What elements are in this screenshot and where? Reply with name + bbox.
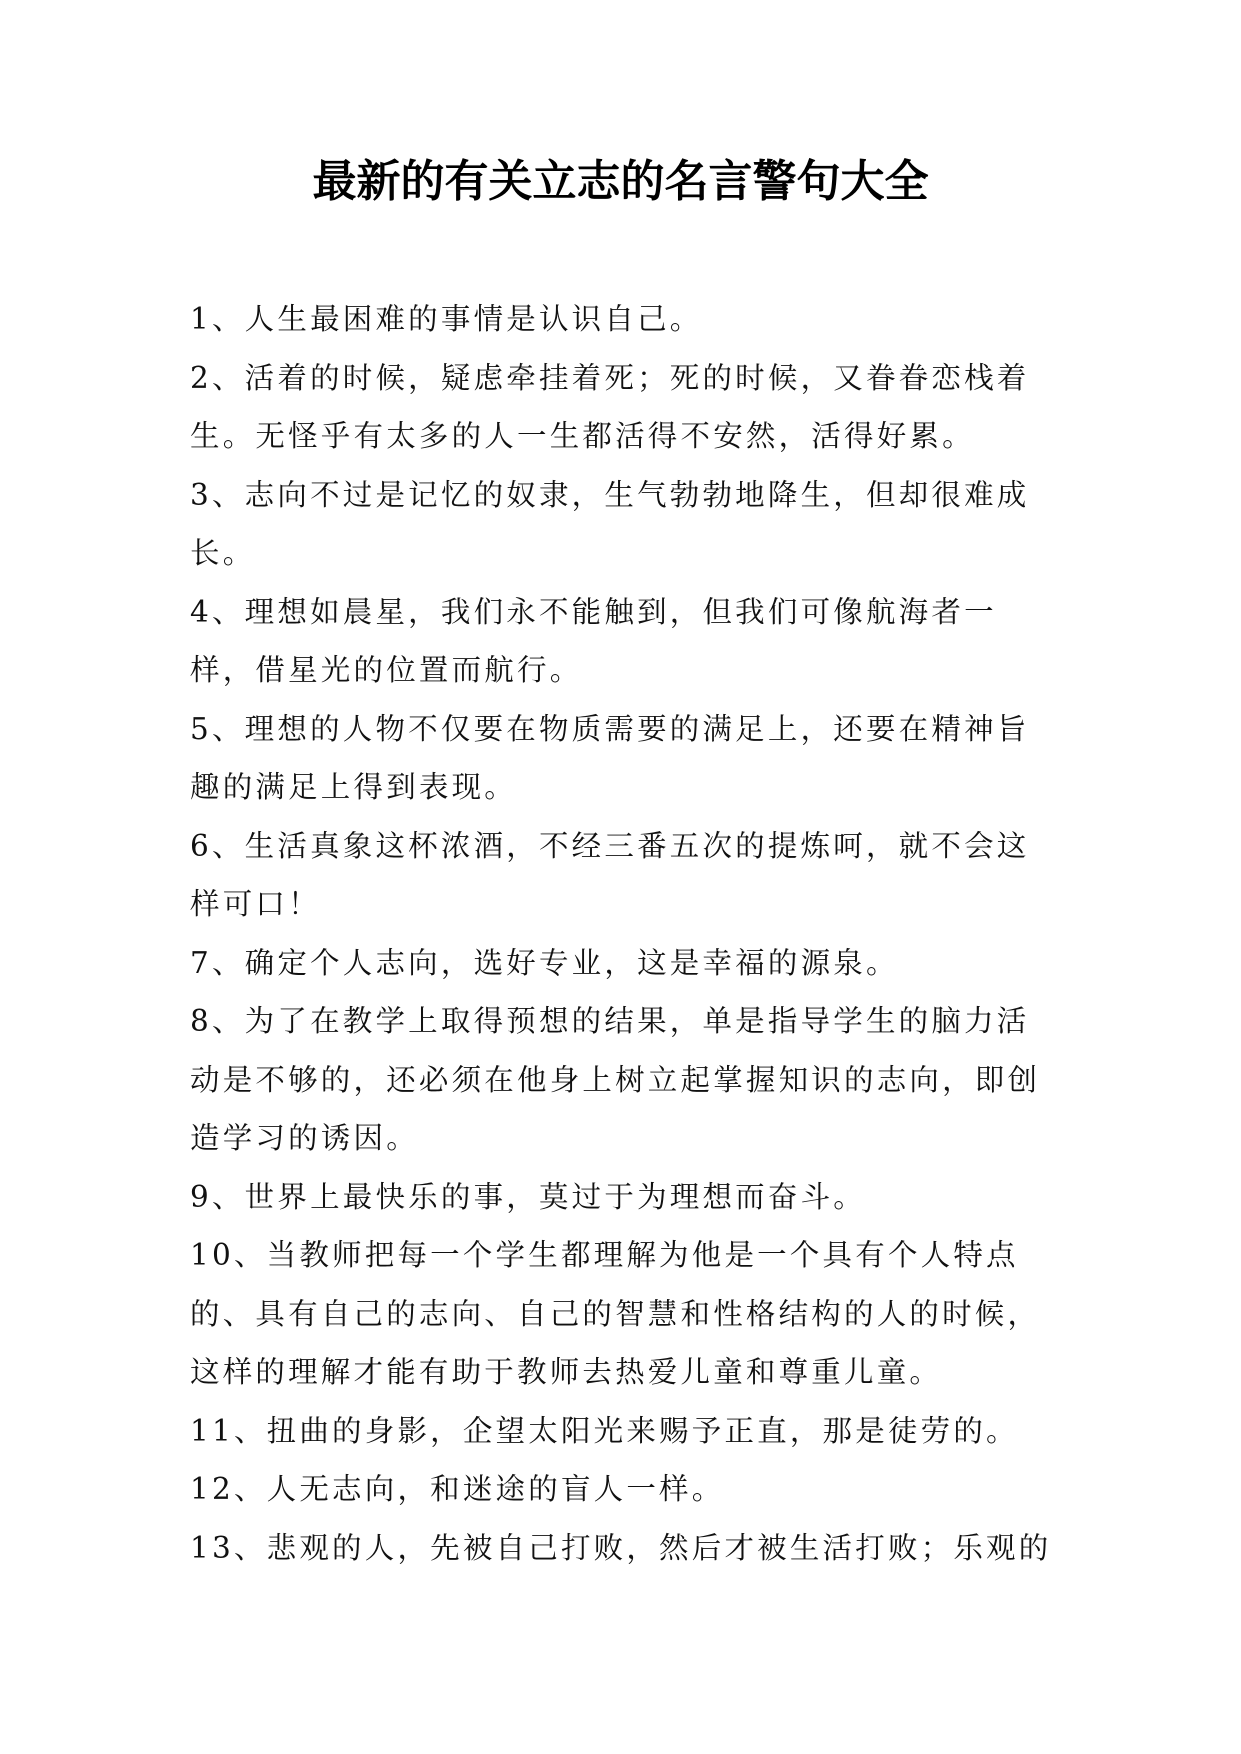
quote-paragraph-2: 2、活着的时候，疑虑牵挂着死；死的时候，又眷眷恋栈着生。无怪乎有太多的人一生都活得不安然，活得好累。	[190, 360, 1030, 453]
document-title: 最新的有关立志的名言警句大全	[312, 156, 929, 207]
quote-paragraph-1: 1、人生最困难的事情是认识自己。	[190, 302, 703, 336]
quote-paragraph-4: 4、理想如晨星，我们永不能触到，但我们可像航海者一样，借星光的位置而航行。	[190, 594, 997, 687]
quote-paragraph-5: 5、理想的人物不仅要在物质需要的满足上，还要在精神旨趣的满足上得到表现。	[190, 711, 1030, 804]
quote-paragraph-10: 10、当教师把每一个学生都理解为他是一个具有个人特点的、具有自己的志向、自己的智慧和性格结构的人的时候，这样的理解才能有助于教师去热爱儿童和尊重儿童。	[190, 1238, 1041, 1389]
document-body	[190, 290, 1060, 1577]
quote-paragraph-9: 9、世界上最快乐的事，莫过于为理想而奋斗。	[190, 1179, 866, 1214]
quote-paragraph-6: 6、生活真象这杯浓酒，不经三番五次的提炼呵，就不会这样可口！	[190, 828, 1030, 921]
quote-paragraph-3: 3、志向不过是记忆的奴隶，生气勃勃地降生，但却很难成长。	[190, 477, 1030, 570]
quote-paragraph-13: 13、悲观的人，先被自己打败，然后才被生活打败；乐观的	[190, 1530, 1052, 1565]
quote-paragraph-12: 12、人无志向，和迷途的盲人一样。	[190, 1472, 725, 1506]
quote-paragraph-8: 8、为了在教学上取得预想的结果，单是指导学生的脑力活动是不够的，还必须在他身上树立起掌握知识的志向，即创造学习的诱因。	[190, 1004, 1041, 1155]
quote-paragraph-7: 7、确定个人志向，选好专业，这是幸福的源泉。	[190, 945, 899, 980]
quote-paragraph-11: 11、扭曲的身影，企望太阳光来赐予正直，那是徒劳的。	[190, 1413, 1019, 1448]
